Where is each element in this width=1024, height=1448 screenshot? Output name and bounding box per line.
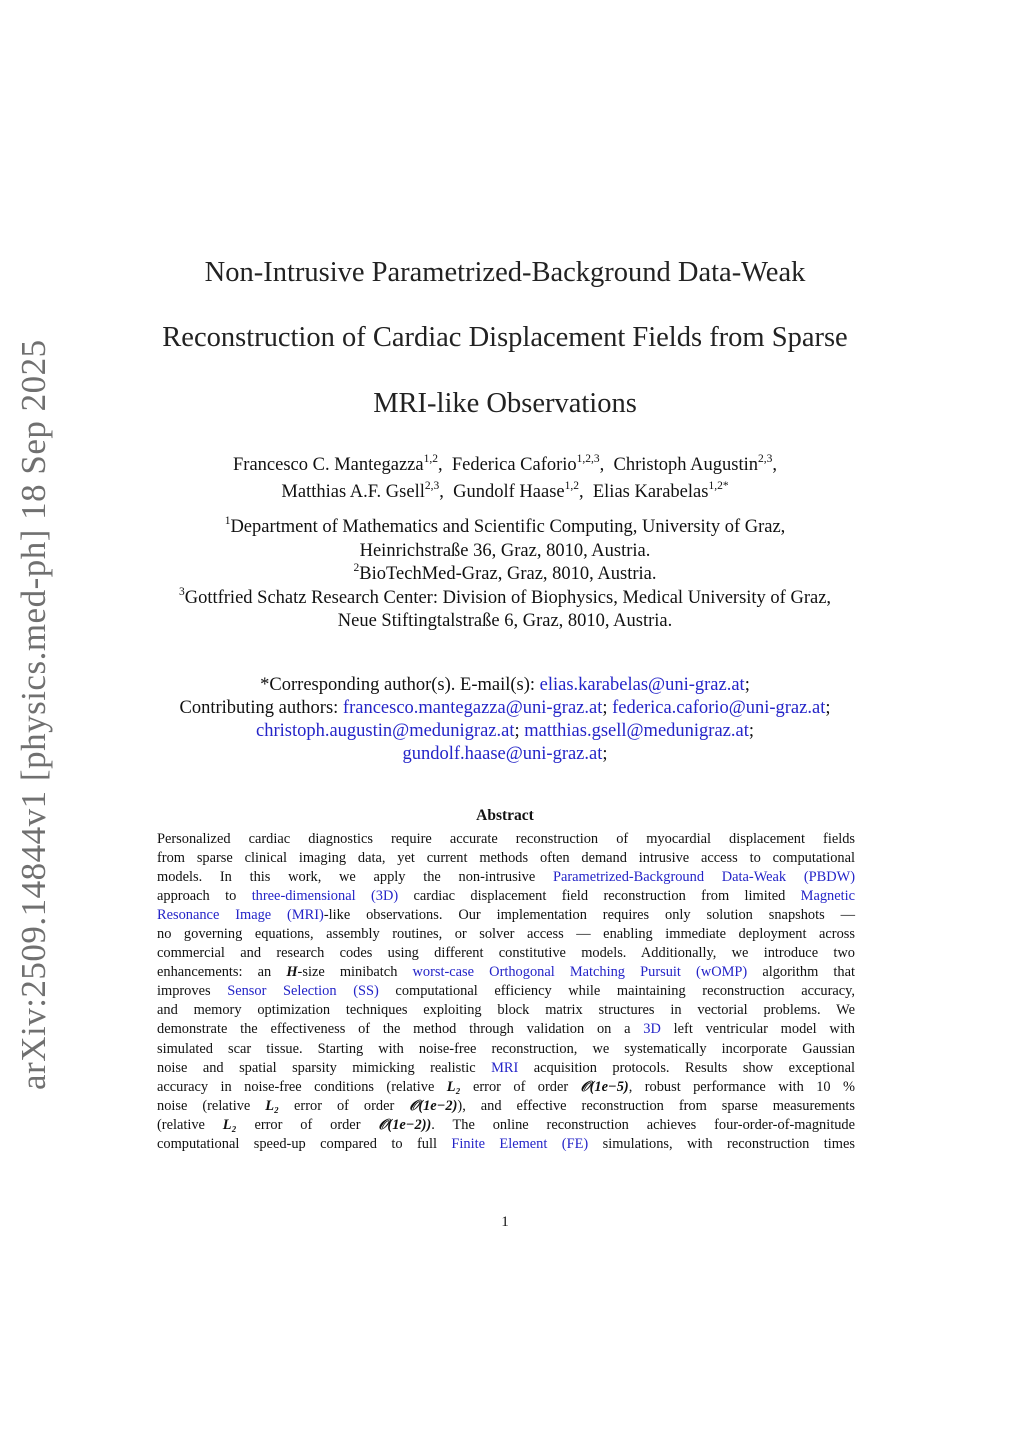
- author-affil-sup: 1,2,3: [576, 453, 600, 465]
- abstract-heading: Abstract: [476, 807, 534, 824]
- acronym-link-ss[interactable]: Sensor Selection (SS): [227, 983, 379, 1000]
- author-affil-sup: 2,3: [424, 480, 440, 492]
- acronym-link-mri[interactable]: Resonance Image (MRI): [157, 907, 324, 924]
- separator: ;: [748, 721, 754, 741]
- page-number: 1: [501, 1214, 509, 1230]
- acronym-link-womp[interactable]: worst-case Orthogonal Matching Pursuit (wOMP): [412, 964, 748, 981]
- paper-title-line-3: MRI-like Observations: [373, 388, 637, 419]
- author-name: Elias Karabelas: [592, 482, 709, 502]
- affiliation-3-line-2: Neue Stiftingtalstraße 6, Graz, 8010, Austria.: [337, 611, 673, 631]
- affil-sup: 3: [178, 586, 185, 598]
- math-expression: 𝒪(1e−5): [580, 1078, 629, 1095]
- corresponding-label: *Corresponding author(s). E-mail(s):: [260, 675, 540, 695]
- author-affil-sup: 1,2*: [708, 480, 729, 492]
- author-name: Francesco C. Mantegazza: [233, 455, 424, 475]
- separator: ;: [514, 721, 520, 741]
- affil-sup: 2: [353, 562, 360, 574]
- abstract-line: noise and spatial sparsity mimicking realistic MRI acquisition protocols. Results show exceptional: [157, 1059, 855, 1076]
- affiliation-2: [100, 564, 910, 585]
- contributing-label: Contributing authors:: [179, 698, 343, 718]
- author-name: Federica Caforio: [451, 455, 577, 475]
- abstract-line: computational speed-up compared to full Finite Element (FE) simulations, with reconstruction times: [157, 1135, 855, 1152]
- math-symbol: L₂: [265, 1097, 280, 1114]
- paper-title-line-1: Non-Intrusive Parametrized-Background Data-Weak: [204, 257, 806, 288]
- author-line-1: Francesco C. Mantegazza$^{1,2}$, Federica Caforio$^{1,2,3}$, Christoph Augustin$^{2,3}$,: [233, 453, 777, 475]
- abstract-line: Resonance Image (MRI)-like observations. Our implementation requires only solution snapshots —: [157, 907, 856, 924]
- acronym-link-mri[interactable]: MRI: [491, 1059, 519, 1076]
- affiliation-1-line-2: Heinrichstraße 36, Graz, 8010, Austria.: [359, 541, 651, 561]
- affiliation-1-line-1: [100, 517, 910, 538]
- arxiv-side-stamp: arXiv:2509.14844v1 [physics.med-ph] 18 Sep 2025: [14, 339, 53, 1090]
- abstract-line: noise (relative L₂ error of order 𝒪(1e−2)), and effective reconstruction from sparse measurements: [157, 1097, 856, 1114]
- separator: ;: [602, 698, 608, 718]
- affiliation-text: Gottfried Schatz Research Center: Division of Biophysics, Medical University of Graz,: [184, 588, 832, 608]
- contributing-line-2: [100, 721, 910, 742]
- math-symbol: L₂: [222, 1116, 237, 1133]
- abstract-line: and memory optimization techniques exploiting block matrix structures in vectorial problems. We: [157, 1002, 855, 1019]
- abstract-line: models. In this work, we apply the non-intrusive Parametrized-Background Data-Weak (PBDW): [157, 869, 855, 886]
- math-expression: 𝒪(1e−2): [409, 1097, 458, 1114]
- abstract-line: demonstrate the effectiveness of the method through validation on a 3D left ventricular model with: [157, 1021, 856, 1038]
- author-affil-sup: 1,2: [564, 480, 579, 492]
- affiliation-text: Department of Mathematics and Scientific Computing, University of Graz,: [230, 517, 786, 537]
- abstract-line: no governing equations, assembly routines, or solver access — enabling immediate deployment across: [157, 926, 855, 943]
- author-name: Matthias A.F. Gsell: [281, 482, 425, 502]
- acronym-link-3d[interactable]: three-dimensional (3D): [251, 888, 399, 905]
- corresponding-line: [100, 675, 910, 696]
- email-link[interactable]: francesco.mantegazza@uni-graz.at: [342, 698, 603, 718]
- abstract-line: enhancements: an H-size minibatch worst-case Orthogonal Matching Pursuit (wOMP) algorithm that: [157, 964, 855, 981]
- abstract-line: commercial and research codes using different constitutive models. Additionally, we introduce two: [157, 945, 855, 962]
- math-symbol: H: [286, 964, 298, 981]
- author-affil-sup: 1,2: [423, 453, 438, 465]
- author-name: Christoph Augustin: [613, 455, 758, 475]
- acronym-link-pbdw[interactable]: Parametrized-Background Data-Weak (PBDW): [552, 869, 855, 886]
- abstract-line: accuracy in noise-free conditions (relative L₂ error of order 𝒪(1e−5), robust performance with 10 %: [157, 1078, 855, 1095]
- abstract-line: approach to three-dimensional (3D) cardiac displacement field reconstruction from limited Magnetic: [157, 888, 856, 905]
- author-line-2: Matthias A.F. Gsell$^{2,3}$, Gundolf Haase$^{1,2}$, Elias Karabelas$^{1,2*}$: [281, 480, 729, 502]
- affiliation-3-line-1: [100, 588, 910, 609]
- abstract-line: from sparse clinical imaging data, yet current methods often demand intrusive access to computational: [157, 850, 855, 867]
- acronym-link-fe[interactable]: Finite Element (FE): [451, 1135, 589, 1152]
- email-link[interactable]: gundolf.haase@uni-graz.at: [402, 744, 603, 764]
- email-link[interactable]: christoph.augustin@medunigraz.at: [255, 721, 515, 741]
- abstract-body: [157, 830, 855, 1154]
- abstract-line: simulated scar tissue. Starting with noise-free reconstruction, we systematically incorporate Gaussian: [157, 1040, 855, 1057]
- contributing-line-1: [100, 698, 910, 719]
- separator: ;: [744, 675, 750, 695]
- email-link[interactable]: matthias.gsell@medunigraz.at: [524, 721, 749, 741]
- author-affil-sup: 2,3: [757, 453, 773, 465]
- abstract-line: Personalized cardiac diagnostics require accurate reconstruction of myocardial displacement fields: [157, 831, 855, 847]
- math-symbol: L₂: [446, 1078, 461, 1095]
- abstract-line: (relative L₂ error of order 𝒪(1e−2)). The online reconstruction achieves four-order-of-magnitude: [157, 1116, 855, 1133]
- math-expression: 𝒪(1e−2)): [378, 1116, 432, 1133]
- separator: ;: [825, 698, 831, 718]
- abstract-line: improves Sensor Selection (SS) computational efficiency while maintaining reconstruction accuracy,: [157, 983, 856, 1000]
- email-link[interactable]: elias.karabelas@uni-graz.at: [539, 675, 745, 695]
- email-link[interactable]: federica.caforio@uni-graz.at: [612, 698, 826, 718]
- affiliation-text: BioTechMed-Graz, Graz, 8010, Austria.: [359, 564, 657, 584]
- author-name: Gundolf Haase: [453, 482, 565, 502]
- acronym-link-3d[interactable]: 3D: [643, 1021, 661, 1038]
- affil-sup: 1: [224, 515, 231, 527]
- separator: ;: [602, 744, 608, 764]
- acronym-link-mri[interactable]: Magnetic: [800, 888, 856, 905]
- paper-title-line-2: Reconstruction of Cardiac Displacement Fields from Sparse: [162, 322, 848, 353]
- contributing-line-3: [100, 744, 910, 765]
